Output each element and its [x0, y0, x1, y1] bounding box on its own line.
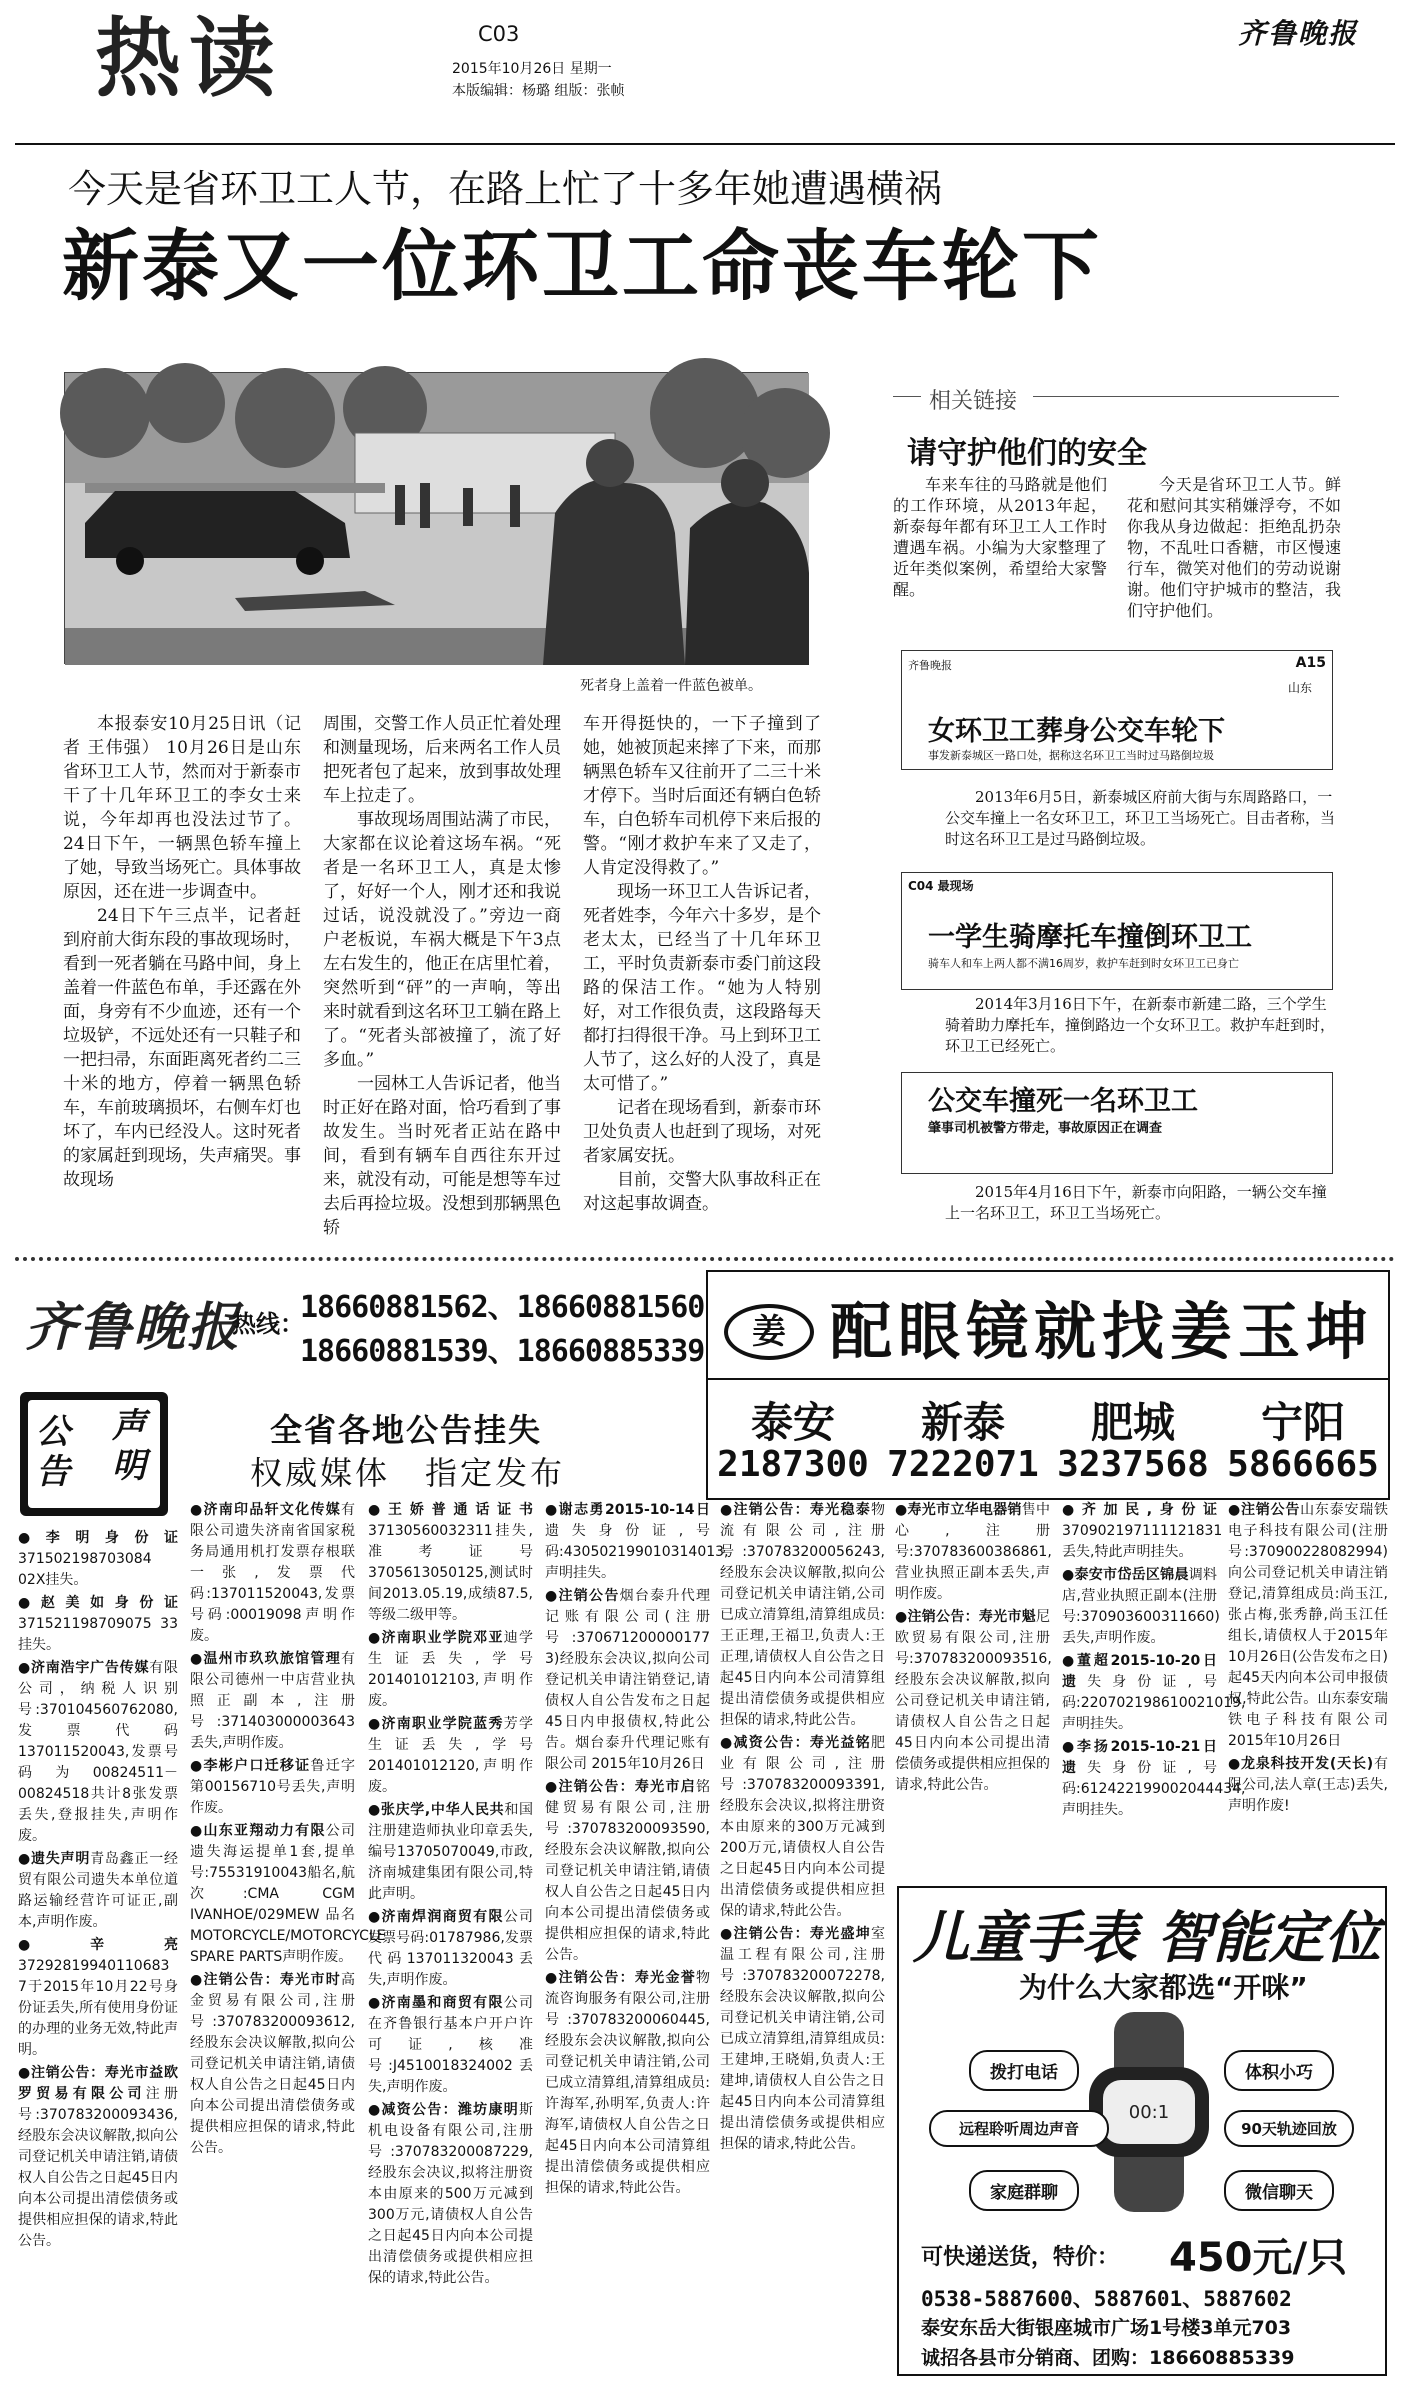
article-col-3	[583, 712, 821, 1216]
hotline-label: 热线：	[232, 1310, 304, 1338]
notice-col-6	[895, 1500, 1050, 1870]
notice-item	[190, 1649, 355, 1754]
city: 肥城	[1090, 1398, 1175, 1447]
notice-item-body: 高金贸易有限公司,注册号:370783200093612,经股东会决议解散,拟向公司登记机关申请注销,请债权人自公告之日起45日内向本公司提出清偿债务或提供相应担保的请求,特此公告。	[190, 1972, 355, 2156]
notice-item	[545, 1968, 710, 2199]
notice-item-title: ●张庆学,中华人民共	[368, 1802, 505, 1818]
notice-col-1	[18, 1528, 178, 2378]
watch-ad	[897, 1886, 1387, 2376]
clip-desc: 2013年6月5日，新泰城区府前大街与东周路路口，一公交车撞上一名女环卫工，环卫工当场死亡。目击者称，当时这名环卫工是过马路倒垃圾。	[945, 788, 1336, 848]
clip-desc: 2015年4月16日下午，新泰市向阳路，一辆公交车撞上一名环卫工，环卫工当场死亡。	[945, 1183, 1327, 1222]
notice-item-body: 物流有限公司,注册号:370783200056243,经股东会决议解散,拟向公司登记机关申请注销,公司已成立清算组,清算组成员:王正理,王福卫,负责人:王正理,请债权人自公告之日起45日内向本公司清算组提出清偿债务或提供相应担保的请求,特此公告。	[720, 1502, 885, 1728]
notice-item	[720, 1500, 885, 1731]
clip-tag: 齐鲁晚报	[908, 659, 952, 672]
notice-item-body: 公司发票号码:01787986,发票代码137011320043丢失,声明作废。	[368, 1909, 533, 1988]
photo-caption: 死者身上盖着一件蓝色被单。	[580, 678, 762, 694]
issue-date: 2015年10月26日 星期一	[452, 61, 612, 77]
notice-item-title: ●注销公告：寿光金誉	[545, 1970, 696, 1986]
notice-item	[18, 2063, 178, 2252]
notice-item-body: 370902197111121831丢失,特此声明挂失。	[1062, 1523, 1223, 1560]
notice-item-title: ●济南印品轩文化传媒	[190, 1502, 341, 1518]
notice-item-body: 芳学生证丢失,学号201401012120,声明作废。	[368, 1716, 533, 1795]
notice-slogan: 权威媒体 指定发布	[250, 1454, 566, 1492]
related-label: 相关链接	[929, 389, 1018, 414]
notice-item-body: 371502198703084 02X挂失。	[18, 1551, 152, 1588]
notice-stamp	[20, 1392, 168, 1516]
notice-item-title: ●注销公告：寿光盛坤	[720, 1926, 871, 1942]
watch-title: 儿童手表 智能定位	[913, 1905, 1381, 1971]
notice-item	[368, 2100, 533, 2289]
notice-col-2	[190, 1500, 386, 2378]
notice-item-title: ●辛亮	[18, 1937, 178, 1953]
notice-item-body: 有限公司遗失济南省国家税务局通用机打发票存根联一张,发票代码:137011520043,发票号码:00019098声明作废。	[190, 1502, 355, 1644]
section-separator	[15, 1257, 1395, 1261]
notice-item-body: 有限公司，纳税人识别号:370104560762080,发票代码137011520043,发票号码为00824511－00824518共计8张发票丢失,登报挂失,声明作废。	[18, 1660, 178, 1844]
clip-1	[901, 650, 1333, 770]
para: 本报泰安10月25日讯（记者 王伟强） 10月26日是山东省环卫工人节，然而对于新泰市干了十几年环卫工的李女士来说，今年却再也没法过节了。24日下午，一辆黑色轿车撞上了她，导致当场死亡。具体事故原因，还在进一步调查中。	[63, 714, 301, 902]
notice-item-title: ●注销公告：寿光市益欧罗贸易有限公司	[18, 2065, 178, 2102]
watch-price-label: 可快递送货，特价：	[921, 2245, 1120, 2270]
notice-item-title: ●注销公告：寿光稳泰	[720, 1502, 871, 1518]
notice-item-body: 迪学生证丢失,学号201401012103,声明作废。	[368, 1630, 533, 1709]
article-col-1	[63, 712, 301, 1192]
notice-item	[720, 1924, 885, 2155]
header-rule	[15, 143, 1395, 145]
clip-region: 山东	[1287, 681, 1312, 695]
notice-item	[1062, 1737, 1246, 1821]
notice-item-title: ●谢志勇2015-10-14日	[545, 1502, 710, 1518]
clip-headline: 女环卫工葬身公交车轮下	[928, 716, 1225, 747]
notice-item	[18, 1593, 178, 1656]
notice-item-title: ●李彬户口迁移证	[190, 1758, 311, 1774]
article-headline: 新泰又一位环卫工命丧车轮下	[62, 223, 1102, 312]
notice-item-body: 371521198709075 33挂失。	[18, 1616, 178, 1653]
notice-title: 全省各地公告挂失	[270, 1411, 543, 1449]
phone: 3237568	[1057, 1444, 1209, 1485]
para: 今天是省环卫工人节。鲜花和慰问其实稍嫌浮夸，不如你我从身边做起：拒绝乱扔杂物，不乱吐口香糖，市区慢速行车，微笑对他们的劳动说谢谢。他们守护城市的整洁，我们守护他们。	[1127, 475, 1341, 620]
notice-item	[368, 1907, 533, 1991]
clip-sub: 事发新泰城区一路口处，据称这名环卫工当时过马路倒垃圾	[928, 749, 1214, 762]
notice-col-7	[1062, 1500, 1246, 1870]
notice-item	[1228, 1754, 1388, 1817]
notice-item-title: ●李明身份证	[18, 1530, 178, 1546]
news-photo	[64, 372, 808, 664]
glasses-logo-text: 姜	[752, 1312, 786, 1352]
notice-item	[368, 1800, 533, 1905]
watch-feature: 远程聆听周边声音	[929, 2110, 1109, 2147]
notice-item-title: ●王娇普通话证书	[368, 1502, 533, 1518]
watch-address: 泰安东岳大街银座城市广场1号楼3单元703	[921, 2317, 1292, 2339]
city: 泰安	[750, 1398, 835, 1447]
notice-item-title: ●齐加民,身份证	[1062, 1502, 1217, 1518]
clip-tag: C04 最现场	[908, 879, 974, 893]
notice-item	[368, 1628, 533, 1712]
para: 周围，交警工作人员正忙着处理和测量现场，后来两名工作人员把死者包了起来，放到事故处理车上拉走了。	[323, 714, 561, 806]
notice-item	[895, 1607, 1050, 1796]
notice-item	[895, 1500, 1050, 1605]
clip-page: A15	[1295, 655, 1326, 671]
notice-item-body: 37130560032311挂失,准考证号3705613050125,测试时间2013.05.19,成绩87.5,等级二级甲等。	[368, 1523, 533, 1623]
clip-headline: 公交车撞死一名环卫工	[928, 1086, 1198, 1117]
notice-item-body: 青岛鑫正一经贸有限公司遗失本单位道路运输经营许可证正,副本,声明作废。	[18, 1851, 178, 1930]
phone: 5866665	[1227, 1444, 1379, 1485]
para: 车来车往的马路就是他们的工作环境，从2013年起，新泰每年都有环卫工人工作时遭遇车祸。小编为大家整理了近年类似案例，希望给大家警醒。	[893, 475, 1107, 599]
hotline-brand: 齐鲁晚报	[25, 1297, 242, 1358]
notice-item	[190, 1500, 355, 1647]
notice-item-title: ●注销公告	[1228, 1502, 1301, 1518]
notice-item-body: 物流咨询服务有限公司,注册号:370783200060445,经股东会决议解散,拟向公司登记机关申请注销,公司已成立清算组,清算组成员:许海军,孙明军,负责人:许海军,请债权人自公告之日起45日内向本公司清算组提出清偿债务或提供相应担保的请求,特此公告。	[545, 1970, 710, 2196]
notice-item-title: ●遗失声明	[18, 1851, 91, 1867]
glasses-phones	[708, 1444, 1388, 1485]
para: 24日下午三点半，记者赶到府前大街东段的事故现场时，看到一死者躺在马路中间，身上盖着一件蓝色布单，手还露在外面，身旁有不少血迹，还有一个垃圾铲，不远处还有一只鞋子和一把扫帚，东面距离死者约二三十米的地方，停着一辆黑色轿车，车前玻璃损坏，右侧车灯也坏了，车内已经没人。这时死者的家属赶到现场，失声痛哭。事故现场	[63, 906, 301, 1190]
city: 新泰	[920, 1398, 1005, 1447]
related-text	[893, 474, 1341, 644]
notice-item	[545, 1586, 710, 1775]
related-label-rule	[893, 396, 921, 397]
watch-feature: 拨打电话	[969, 2050, 1079, 2091]
notice-item	[1062, 1651, 1246, 1735]
notice-item-body: 肥业有限公司,注册号:370783200093391,经股东会决议,拟将注册资本由原来的300万元减到200万元,请债权人自公告之日起45日内向本公司提出清偿债务或提供相应担保的请求,特此公告。	[720, 1735, 885, 1919]
notice-item	[190, 1756, 355, 1819]
notice-item-title: ●减资公告：潍坊康明	[368, 2102, 519, 2118]
notice-item	[190, 1970, 355, 2159]
notice-item	[190, 1821, 386, 1968]
notice-item-body: 失身份证,号码:220702198610021019,声明挂失。	[1062, 1674, 1246, 1732]
article-kicker: 今天是省环卫工人节，在路上忙了十多年她遭遇横祸	[68, 167, 943, 211]
watch-feature: 家庭群聊	[969, 2170, 1079, 2211]
stamp-text-1: 公告	[36, 1412, 70, 1492]
glasses-logo	[724, 1304, 814, 1360]
notice-item-title: ●龙泉科技开发(天长)	[1228, 1756, 1374, 1772]
para: 记者在现场看到，新泰市环卫处负责人也赶到了现场，对死者家属安抚。	[583, 1098, 821, 1166]
clip-2	[901, 872, 1333, 990]
notice-item	[18, 1935, 178, 2061]
notice-item-body: 鲁迁字第00156710号丢失,声明作废。	[190, 1758, 356, 1816]
section-title: 热读	[95, 8, 283, 109]
phone: 2187300	[717, 1444, 869, 1485]
notice-item	[18, 1528, 178, 1591]
notice-col-8	[1228, 1500, 1388, 1870]
notice-item-title: ●济南职业学院邓亚	[368, 1630, 504, 1646]
notice-item	[368, 1714, 533, 1798]
glasses-rule	[708, 1378, 1388, 1380]
watch-price: 450元/只	[1169, 2235, 1348, 2281]
notice-item-title: ●济南焊润商贸有限	[368, 1909, 504, 1925]
stamp-text-2: 声明	[112, 1406, 146, 1486]
watch-feature: 体积小巧	[1224, 2050, 1334, 2091]
notice-item	[1062, 1565, 1220, 1649]
notice-item-title: ●减资公告：寿光益铭	[720, 1735, 871, 1751]
notice-col-4	[545, 1500, 729, 2378]
notice-item-body: 烟台泰升代理记账有限公司(注册号:370671200000177 3)经股东会决议,拟向公司登记机关申请注销登记,请债权人自公告发布之日起45日内申报债权,特此公告。烟台泰升代理记账有限公司 2015年10月26日	[545, 1588, 710, 1772]
page-number: C03	[478, 22, 520, 46]
watch-feature: 微信聊天	[1224, 2170, 1334, 2211]
city: 宁阳	[1260, 1398, 1345, 1447]
notice-item	[720, 1733, 885, 1922]
notice-item-body: 调料店,营业执照正副本(注册号:370903600311660)丢失,声明作废。	[1062, 1567, 1220, 1646]
notice-col-5	[720, 1500, 885, 2378]
notice-item-title: ●董超2015-10-20日遗	[1062, 1653, 1217, 1690]
notice-item	[368, 1993, 533, 2098]
page-editors: 本版编辑：杨璐 组版：张帧	[452, 83, 625, 99]
notice-item-title: ●注销公告	[545, 1588, 620, 1604]
related-links	[893, 372, 1341, 1232]
notice-item	[18, 1849, 178, 1933]
notice-item	[545, 1500, 729, 1584]
notice-item-body: 山东泰安瑞铁电子科技有限公司(注册号:370900228082994)向公司登记机关申请注销登记,清算组成员:尚玉江,张占梅,张秀静,尚玉江任组长,请债权人于2015年10月26日(公告发布之日)起45天内向本公司申报债权,特此公告。山东泰安瑞铁电子科技有限公司 2015年10月26日	[1228, 1502, 1388, 1749]
notice-col-3	[368, 1500, 533, 2378]
glasses-ad	[706, 1270, 1390, 1500]
notice-item-title: ●济南浩宇广告传媒	[18, 1660, 150, 1676]
para: 目前，交警大队事故科正在对这起事故调查。	[583, 1170, 821, 1214]
notice-item	[368, 1500, 533, 1626]
notice-item-body: 注册号:370783200093436,经股东会决议解散,拟向公司登记机关申请注销,请债权人自公告之日起45日内向本公司提出清偿债务或提供相应担保的请求,特此公告。	[18, 2086, 178, 2249]
notice-item-body: 铭健贸易有限公司,注册号:370783200093590,经股东会决议解散,拟向公司登记机关申请注销,请债权人自公告之日起45日内向本公司提出清偿债务或提供相应担保的请求,特此公告。	[545, 1779, 710, 1963]
notice-item-title: ●注销公告：寿光市启	[545, 1779, 696, 1795]
para: 现场一环卫工人告诉记者，死者姓李，今年六十多岁，是个老太太，已经当了十几年环卫工，平时负责新泰市委门前这段路的保洁工作。“她为人特别好，对工作很负责，这段路每天都打扫得很干净。马上到环卫工人节了，这么好的人没了，真是太可惜了。”	[583, 882, 821, 1094]
notice-item-body: 尼欧贸易有限公司,注册号:370783200093516,经股东会决议解散,拟向公司登记机关申请注销,请债权人自公告之日起45日内向本公司提出清偿债务或提供相应担保的请求,特此公告。	[895, 1609, 1052, 1793]
notice-item	[1062, 1500, 1223, 1563]
svg-text:00:1: 00:1	[1128, 2102, 1170, 2123]
para: 一园林工人告诉记者，他当时正好在路对面，恰巧看到了事故发生。当时死者正站在路中间，看到有辆车自西往东开过来，就没有动，可能是想等车过去后再捡垃圾。没想到那辆黑色轿	[323, 1074, 561, 1238]
paper-logo: 齐鲁晚报	[1238, 17, 1359, 50]
notice-item-title: ●泰安市岱岳区锦晨	[1062, 1567, 1189, 1583]
phone: 7222071	[887, 1444, 1039, 1485]
related-title: 请守护他们的安全	[907, 436, 1147, 471]
notice-item-title: ●济南墨和商贸有限	[368, 1995, 504, 2011]
notice-item-body: 遗失身份证,号码:430502199010314013,声明挂失。	[545, 1523, 729, 1581]
article-col-2	[323, 712, 561, 1240]
clip-desc: 2014年3月16日下午，在新泰市新建二路，三个学生骑着助力摩托车，撞倒路边一个女环卫工。救护车赶到时，环卫工已经死亡。	[945, 995, 1336, 1055]
notice-item	[18, 1658, 178, 1847]
para: 车开得挺快的，一下子撞到了她，她被顶起来摔了下来，而那辆黑色轿车又往前开了二三十米才停下。当时后面还有辆白色轿车，白色轿车司机停下来后报的警。“刚才救护车来了又走了，人肯定没得救了。”	[583, 714, 821, 878]
notice-item-body: 有限公司,法人章(王志)丢失,声明作废!	[1228, 1756, 1389, 1814]
glasses-cities	[708, 1390, 1388, 1450]
clip-3	[901, 1072, 1333, 1174]
notice-item-title: ●赵美如身份证	[18, 1595, 178, 1611]
clip-sub: 肇事司机被警方带走，事故原因正在调查	[928, 1121, 1163, 1136]
hotline-phone-2: 18660881539、18660885339	[300, 1334, 705, 1369]
related-label-rule	[1033, 396, 1339, 397]
notice-item-title: ●寿光市立华电器销	[895, 1502, 1022, 1518]
notice-item-title: ●注销公告：寿光市时	[190, 1972, 341, 1988]
notice-item-title: ●济南职业学院蓝秀	[368, 1716, 504, 1732]
para: 事故现场周围站满了市民，大家都在议论着这场车祸。“死者是一名环卫工人，真是太惨了，好好一个人，刚才还和我说过话，说没就没了。”旁边一商户老板说，车祸大概是下午3点左右发生的，他正在店里忙着，突然听到“砰”的一声响，等出来时就看到这名环卫工躺在路上了。“死者头部被撞了，流了好多血。”	[323, 810, 561, 1070]
notice-item	[545, 1777, 710, 1966]
watch-promo: 诚招各县市分销商、团购：18660885339	[921, 2347, 1295, 2369]
notice-item-body: 公司遗失海运提单1套,提单号:75531910043船名,航次:CMA CGM IVANHOE/029MEW 品名 MOTORCYCLE/MOTORCYCLE SPARE PARTS声明作废。	[190, 1823, 386, 1965]
clip-headline: 一学生骑摩托车撞倒环卫工	[928, 922, 1252, 953]
glasses-title: 配眼镜就找姜玉坤	[830, 1295, 1375, 1368]
notice-item-title: ●注销公告：寿光市魁	[895, 1609, 1036, 1625]
notice-item-body: 和国注册建造师执业印章丢失,编号13705070049,市政,济南城建集团有限公司,特此声明。	[368, 1802, 533, 1902]
watch-phones: 0538-5887600、5887601、5887602	[921, 2287, 1292, 2311]
notice-item-title: ●李扬2015-10-21日遗	[1062, 1739, 1217, 1776]
notice-item-title: ●山东亚翔动力有限	[190, 1823, 326, 1839]
notice-item-body: 室温工程有限公司,注册号:370783200072278,经股东会决议解散,拟向公司登记机关申请注销,公司已成立清算组,清算组成员:王建坤,王晓娟,负责人:王建坤,请债权人自公告之日起45日内向本公司清算组提出清偿债务或提供相应担保的请求,特此公告。	[720, 1926, 885, 2152]
notice-item-title: ●温州市玖玖旅馆管理	[190, 1651, 341, 1667]
clip-sub: 骑车人和车上两人都不满16周岁，救护车赶到时女环卫工已身亡	[928, 957, 1239, 970]
notice-item-body: 斯机电设备有限公司,注册号:370783200087229,经股东会决议,拟将注册资本由原来的500万元减到300万元,请债权人自公告之日起45日内向本公司提出清偿债务或提供相应担保的请求,特此公告。	[368, 2102, 533, 2286]
notice-item-body: 售中心,注册号:370783600386861,营业执照正副本丢失,声明作废。	[895, 1502, 1052, 1602]
notice-item-body: 失身份证,号码:612422199002044434,声明挂失。	[1062, 1760, 1246, 1818]
notice-item-body: 公司在齐鲁银行基本户开户许可证,核准号:J4510018324002丢失,声明作废。	[368, 1995, 533, 2095]
notice-item	[1228, 1500, 1388, 1752]
hotline-phone-1: 18660881562、18660881560	[300, 1290, 705, 1325]
watch-feature: 90天轨迹回放	[1224, 2110, 1354, 2147]
watch-subtitle: 为什么大家都选“开咪”	[1019, 1971, 1308, 2004]
notice-item-body: 有限公司德州一中店营业执照正副本,注册号:371403000003643丢失,声明作废。	[190, 1651, 355, 1751]
notice-item-body: 37292819940110683 7于2015年10月22号身份证丢失,所有使用身份证的办理的业务无效,特此声明。	[18, 1958, 178, 2058]
